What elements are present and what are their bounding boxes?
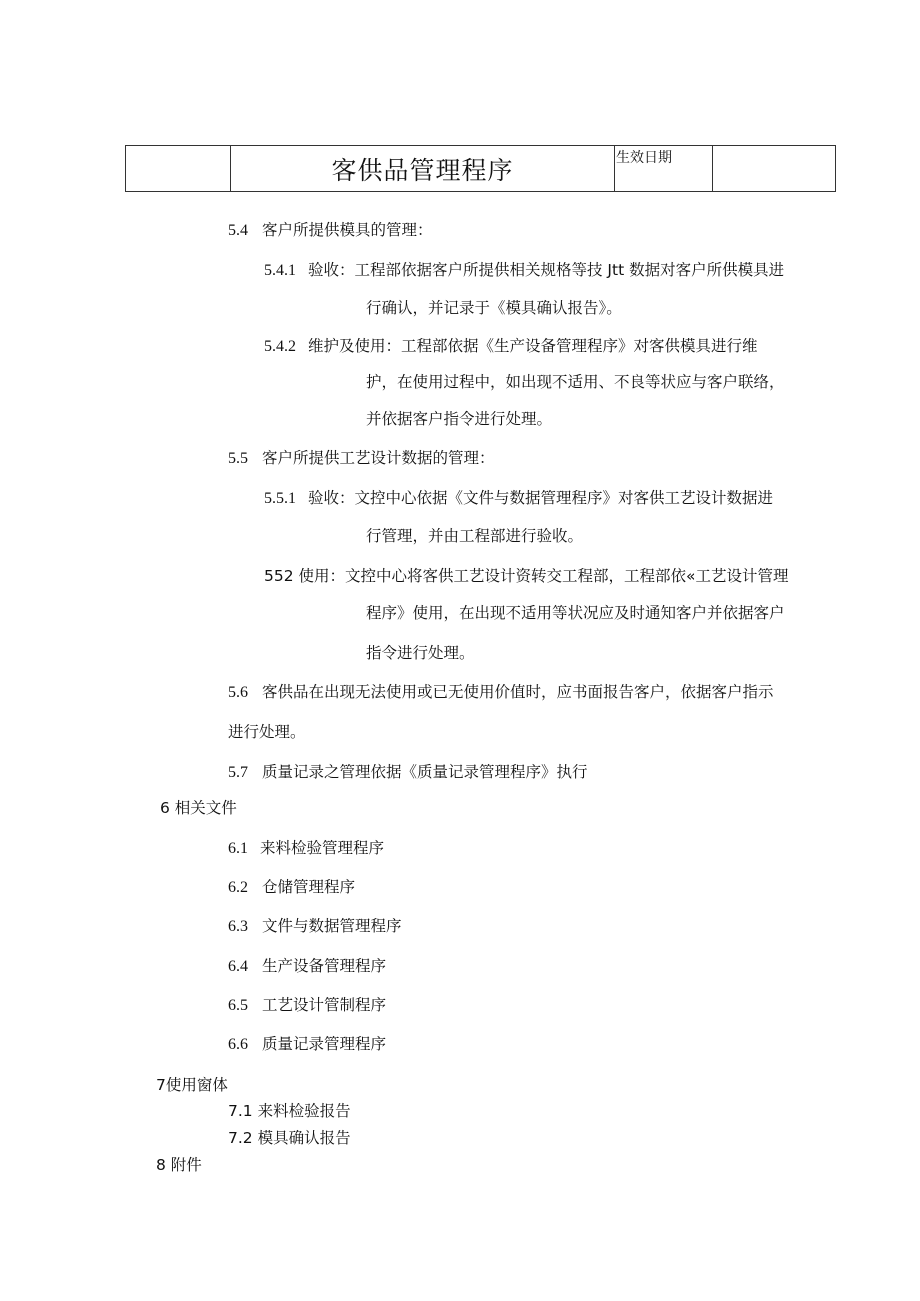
section-5-6: 5.6 客供品在出现无法使用或已无使用价值时，应书面报告客户，依据客户指示 [228,683,774,701]
section-5-4: 5.4 客户所提供模具的管理： [228,221,433,239]
section-5-4-1-cont: 行确认，并记录于《模具确认报告》。 [366,299,622,317]
section-6-3: 6.3 文件与数据管理程序 [228,917,402,935]
doc-number-cell [126,146,231,192]
section-5-5-2-cont-1: 程序》使用，在出现不适用等状况应及时通知客户并依据客户 [366,604,785,622]
section-5-4-2-cont-2: 并依据客户指令进行处理。 [366,410,553,428]
section-5-4-1: 5.4.1 验收：工程部依据客户所提供相关规格等技 Jtt 数据对客户所供模具进 [264,261,785,279]
section-7-2: 7.2 模具确认报告 [228,1129,351,1147]
section-5-5-1-cont: 行管理，并由工程部进行验收。 [366,527,584,545]
section-6-4: 6.4 生产设备管理程序 [228,957,387,975]
section-6-2: 6.2 仓储管理程序 [228,878,356,896]
section-7-heading: 7使用窗体 [156,1076,228,1094]
section-6-5: 6.5 工艺设计管制程序 [228,996,387,1014]
section-8-heading: 8 附件 [156,1156,202,1174]
section-6-6: 6.6 质量记录管理程序 [228,1035,387,1053]
section-6-heading: 6 相关文件 [160,799,237,817]
document-title: 客供品管理程序 [231,146,615,192]
section-5-5: 5.5 客户所提供工艺设计数据的管理： [228,449,495,467]
effective-date-label: 生效日期 [615,146,713,192]
section-5-4-2: 5.4.2 维护及使用：工程部依据《生产设备管理程序》对客供模具进行维 [264,337,758,355]
section-5-7: 5.7 质量记录之管理依据《质量记录管理程序》执行 [228,763,588,781]
section-6-1: 6.1 来料检验管理程序 [228,839,385,857]
effective-date-value [713,146,836,192]
section-5-5-2: 552 使用：文控中心将客供工艺设计资转交工程部，工程部依«工艺设计管理 [264,567,789,585]
section-7-1: 7.1 来料检验报告 [228,1102,351,1120]
section-5-5-2-cont-2: 指令进行处理。 [366,644,475,662]
document-header-table [125,145,836,192]
section-5-6-cont: 进行处理。 [228,723,306,741]
section-5-4-2-cont-1: 护，在使用过程中，如出现不适用、不良等状应与客户联络， [366,373,785,391]
section-5-5-1: 5.5.1 验收：文控中心依据《文件与数据管理程序》对客供工艺设计数据进 [264,489,774,507]
